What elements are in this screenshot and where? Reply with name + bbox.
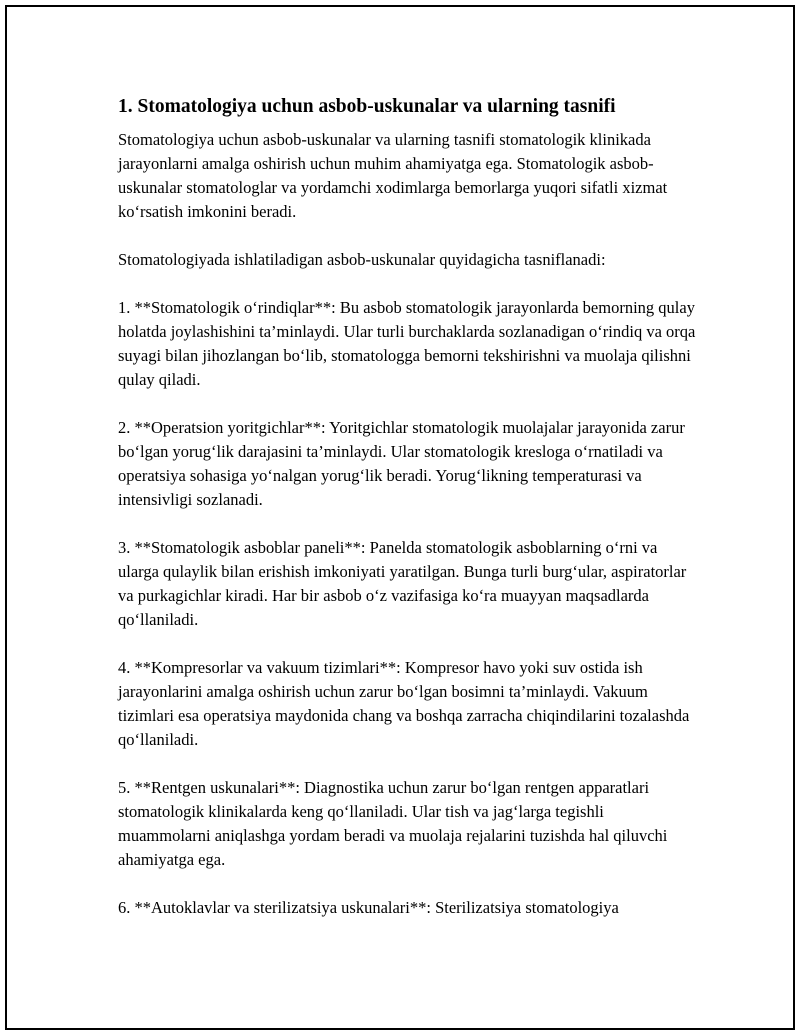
list-item-xray-equipment: 5. **Rentgen uskunalari**: Diagnostika uchun zarur bo‘lgan rentgen apparatlari stomatologik klinikalarda keng qo‘llaniladi. Ular tish va jag‘larga tegishli muammolarni aniqlashga yordam beradi va muolaja rejalarini tuzishda hal qiluvchi ahamiyatga ega. [118, 778, 668, 869]
paragraph-classification-lead: Stomatologiyada ishlatiladigan asbob-uskunalar quyidagicha tasniflanadi: [118, 250, 606, 269]
section-heading: 1. Stomatologiya uchun asbob-uskunalar va ularning tasnifi [118, 96, 616, 117]
list-item-compressors-vacuum: 4. **Kompresorlar va vakuum tizimlari**: Kompresor havo yoki suv ostida ish jarayonlarini amalga oshirish uchun zarur bo‘lgan bosimni ta’minlaydi. Vakuum tizimlari esa operatsiya maydonida chang va boshqa zarracha chiqindilarini tozalashda qo‘llaniladi. [118, 658, 690, 749]
list-item-autoclaves: 6. **Autoklavlar va sterilizatsiya uskunalari**: Sterilizatsiya stomatologiya [118, 898, 619, 917]
document-body [118, 94, 698, 944]
list-item-dental-chairs: 1. **Stomatologik o‘rindiqlar**: Bu asbob stomatologik jarayonlarda bemorning qulay holatda joylashishini ta’minlaydi. Ular turli burchaklarda sozlanadigan o‘rindiq va orqa suyagi bilan jihozlangan bo‘lib, stomatologga bemorni tekshirishni va muolaja qilishni qulay qiladi. [118, 298, 696, 389]
list-item-operating-lights: 2. **Operatsion yoritgichlar**: Yoritgichlar stomatologik muolajalar jarayonida zarur bo‘lgan yorug‘lik darajasini ta’minlaydi. Ular stomatologik kresloga o‘rnatiladi va operatsiya sohasiga yo‘nalgan yorug‘lik beradi. Yorug‘likning temperaturasi va intensivligi sozlanadi. [118, 418, 685, 509]
paragraph-intro: Stomatologiya uchun asbob-uskunalar va ularning tasnifi stomatologik klinikada jarayonlarni amalga oshirish uchun muhim ahamiyatga ega. Stomatologik asbob-uskunalar stomatologlar va yordamchi xodimlarga bemorlarga yuqori sifatli xizmat ko‘rsatish imkonini beradi. [118, 130, 668, 221]
list-item-instrument-panel: 3. **Stomatologik asboblar paneli**: Panelda stomatologik asboblarning o‘rni va ularga qulaylik bilan erishish imkoniyati yaratilgan. Bunga turli burg‘ular, aspiratorlar va purkagichlar kiradi. Har bir asbob o‘z vazifasiga ko‘ra muayyan maqsadlarda qo‘llaniladi. [118, 538, 687, 629]
